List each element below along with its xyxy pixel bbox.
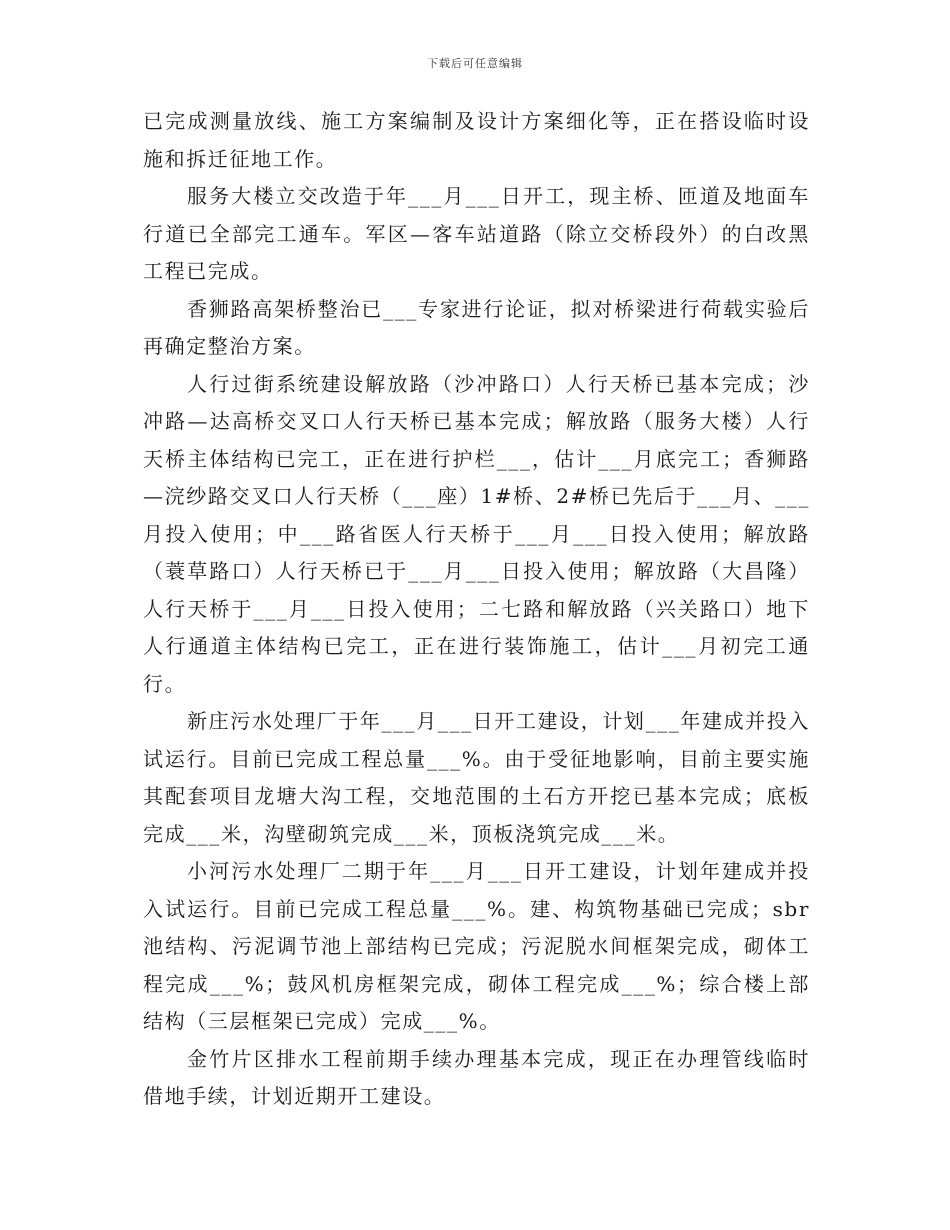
document-body — [143, 103, 810, 1116]
paragraph-survey-progress: 已完成测量放线、施工方案编制及设计方案细化等，正在搭设临时设施和拆迁征地工作。 — [143, 109, 810, 171]
paragraph-service-building-interchange: 服务大楼立交改造于年___月___日开工，现主桥、匝道及地面车行道已全部完工通车。军区—客车站道路（除立交桥段外）的白改黑工程已完成。 — [143, 184, 810, 283]
paragraph-xinzhuang-sewage-plant: 新庄污水处理厂于年___月___日开工建设，计划___年建成并投入试运行。目前已完成工程总量___%。由于受征地影响，目前主要实施其配套项目龙塘大沟工程，交地范围的土石方开挖已基本完成；底板完成___米，沟壁砌筑完成___米，顶板浇筑完成___米。 — [143, 709, 810, 846]
header-note: 下载后可任意编辑 — [427, 57, 523, 70]
paragraph-xiangshi-viaduct: 香狮路高架桥整治已___专家进行论证，拟对桥梁进行荷载实验后再确定整治方案。 — [143, 296, 810, 358]
paragraph-jinzhu-drainage: 金竹片区排水工程前期手续办理基本完成，现正在办理管线临时借地手续，计划近期开工建设。 — [143, 1046, 810, 1108]
paragraph-xiaohe-sewage-plant: 小河污水处理厂二期于年___月___日开工建设，计划年建成并投入试运行。目前已完成工程总量___%。建、构筑物基础已完成；sbr池结构、污泥调节池上部结构已完成；污泥脱水间框架完成，砌体工程完成___%；鼓风机房框架完成，砌体工程完成___%；综合楼上部结构（三层框架已完成）完成___%。 — [143, 859, 810, 1033]
paragraph-pedestrian-crossings: 人行过街系统建设解放路（沙冲路口）人行天桥已基本完成；沙冲路—达高桥交叉口人行天桥已基本完成；解放路（服务大楼）人行天桥主体结构已完工，正在进行护栏___，估计___月底完工；香狮路—浣纱路交叉口人行天桥（___座）1#桥、2#桥已先后于___月、___月投入使用；中___路省医人行天桥于___月___日投入使用；解放路（蓑草路口）人行天桥已于___月___日投入使用；解放路（大昌隆）人行天桥于___月___日投入使用；二七路和解放路（兴关路口）地下人行通道主体结构已完工，正在进行装饰施工，估计___月初完工通行。 — [143, 371, 810, 696]
